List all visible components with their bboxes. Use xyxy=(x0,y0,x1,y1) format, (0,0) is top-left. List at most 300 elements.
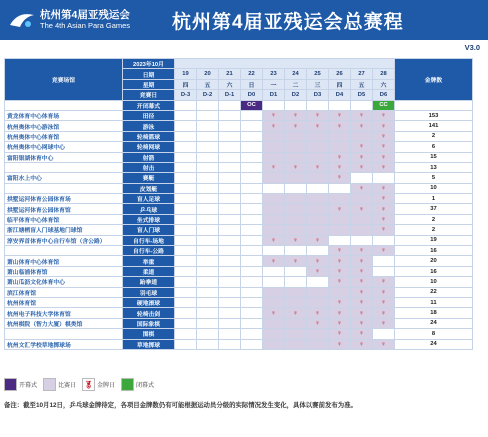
gold-medal-total: 153 xyxy=(395,110,473,120)
gold-medal-cell xyxy=(373,121,395,131)
date-cell: 19 xyxy=(175,69,197,79)
sport-name: 轮椅篮球 xyxy=(123,131,175,141)
medal-icon: ♀ xyxy=(380,247,387,255)
gold-medal-cell xyxy=(329,329,351,339)
venue-name xyxy=(5,329,123,339)
schedule-cell xyxy=(219,297,241,307)
schedule-cell xyxy=(197,100,219,110)
medal-icon: ♀ xyxy=(314,164,321,172)
schedule-cell xyxy=(373,329,395,339)
gold-medal-cell xyxy=(307,256,329,266)
medal-icon: ♀ xyxy=(314,236,321,244)
schedule-cell xyxy=(197,214,219,224)
medal-icon: ♀ xyxy=(292,257,299,265)
venue-name: 杭州文汇学校草地掷球场 xyxy=(5,339,123,349)
medal-icon: ♀ xyxy=(292,164,299,172)
schedule-cell xyxy=(307,183,329,193)
competition-cell xyxy=(285,318,307,328)
competition-cell xyxy=(285,194,307,204)
gold-medal-cell xyxy=(373,194,395,204)
competition-cell xyxy=(329,287,351,297)
day-cell: D0 xyxy=(241,90,263,100)
medal-icon: ♀ xyxy=(336,330,343,338)
table-row xyxy=(5,277,473,287)
schedule-cell xyxy=(307,246,329,256)
schedule-cell xyxy=(241,308,263,318)
day-cell: D-1 xyxy=(219,90,241,100)
competition-cell xyxy=(285,131,307,141)
schedule-cell xyxy=(175,183,197,193)
competition-cell xyxy=(307,329,329,339)
schedule-cell xyxy=(263,246,285,256)
date-cell: 26 xyxy=(329,69,351,79)
competition-cell xyxy=(285,142,307,152)
gold-medal-total: 11 xyxy=(395,297,473,307)
medal-icon: ♀ xyxy=(380,122,387,130)
medal-icon: ♀ xyxy=(336,278,343,286)
schedule-cell xyxy=(197,142,219,152)
gold-medal-cell xyxy=(285,110,307,120)
medal-icon: ♀ xyxy=(358,153,365,161)
legend-closing-swatch xyxy=(121,378,134,391)
medal-icon: ♀ xyxy=(292,309,299,317)
sport-name: 自行车-公路 xyxy=(123,246,175,256)
competition-cell xyxy=(329,142,351,152)
schedule-cell xyxy=(307,100,329,110)
venue-name xyxy=(5,162,123,172)
schedule-cell xyxy=(197,152,219,162)
table-row xyxy=(5,173,473,183)
schedule-cell xyxy=(197,183,219,193)
gold-medal-cell xyxy=(263,121,285,131)
schedule-cell xyxy=(197,308,219,318)
schedule-cell xyxy=(197,121,219,131)
schedule-cell xyxy=(175,297,197,307)
competition-cell xyxy=(285,339,307,349)
venue-name: 萧山临浦体育馆 xyxy=(5,266,123,276)
table-row xyxy=(5,266,473,276)
schedule-cell xyxy=(219,225,241,235)
gold-medal-cell xyxy=(351,318,373,328)
weekday-cell: 五 xyxy=(351,79,373,89)
competition-cell xyxy=(307,173,329,183)
venue-name: 萧山瓜沥文化体育中心 xyxy=(5,277,123,287)
weekday-cell: 六 xyxy=(373,79,395,89)
gold-medal-cell xyxy=(351,277,373,287)
schedule-cell xyxy=(219,318,241,328)
venue-name: 萧山体育中心体育馆 xyxy=(5,256,123,266)
venue-name: 杭州棋院（智力大厦）棋类馆 xyxy=(5,318,123,328)
schedule-cell xyxy=(219,142,241,152)
competition-cell xyxy=(351,225,373,235)
gold-medal-cell xyxy=(329,173,351,183)
medal-icon: ♀ xyxy=(336,174,343,182)
version-label: V3.0 xyxy=(464,43,480,52)
schedule-cell xyxy=(197,194,219,204)
schedule-cell xyxy=(241,162,263,172)
legend-gold-label: 金牌日 xyxy=(97,383,116,389)
schedule-table xyxy=(4,58,473,350)
medal-icon: ♀ xyxy=(380,195,387,203)
gold-medal-total: 5 xyxy=(395,173,473,183)
medal-icon: ♀ xyxy=(380,132,387,140)
gold-medal-cell xyxy=(373,142,395,152)
schedule-cell xyxy=(219,162,241,172)
sport-name: 乒乓球 xyxy=(123,204,175,214)
gold-medal-total: 24 xyxy=(395,339,473,349)
medal-icon: ♀ xyxy=(336,299,343,307)
competition-cell xyxy=(285,214,307,224)
sport-name: 柔道 xyxy=(123,266,175,276)
schedule-cell xyxy=(219,152,241,162)
logo-chinese: 杭州第4届亚残运会 xyxy=(40,9,130,22)
schedule-cell xyxy=(197,297,219,307)
medal-header: 金牌数 xyxy=(395,59,473,101)
competition-cell xyxy=(263,318,285,328)
logo-english: The 4th Asian Para Games xyxy=(40,20,131,30)
schedule-cell xyxy=(373,235,395,245)
schedule-cell xyxy=(241,297,263,307)
medal-icon: ♀ xyxy=(358,288,365,296)
gold-medal-total: 2 xyxy=(395,225,473,235)
gold-medal-total: 18 xyxy=(395,308,473,318)
competition-cell xyxy=(285,225,307,235)
gold-medal-cell xyxy=(263,235,285,245)
legend-closing xyxy=(121,378,154,391)
medal-icon: ♀ xyxy=(292,122,299,130)
schedule-cell xyxy=(307,277,329,287)
medal-icon: ♀ xyxy=(380,216,387,224)
schedule-cell xyxy=(219,110,241,120)
sport-name: 射箭 xyxy=(123,152,175,162)
gold-medal-cell xyxy=(307,121,329,131)
legend-competition-swatch xyxy=(43,378,56,391)
schedule-cell xyxy=(175,131,197,141)
medal-icon: ♀ xyxy=(358,319,365,327)
schedule-cell xyxy=(219,277,241,287)
schedule-cell xyxy=(175,110,197,120)
medal-icon: ♀ xyxy=(270,236,277,244)
schedule-cell xyxy=(197,339,219,349)
schedule-cell xyxy=(241,121,263,131)
sport-name: 赛艇 xyxy=(123,173,175,183)
date-cell: 27 xyxy=(351,69,373,79)
gold-medal-cell xyxy=(373,277,395,287)
schedule-cell xyxy=(197,235,219,245)
medal-icon: ♀ xyxy=(314,257,321,265)
sport-name: 举重 xyxy=(123,256,175,266)
competition-cell xyxy=(329,194,351,204)
medal-icon: ♀ xyxy=(314,319,321,327)
table-row xyxy=(5,204,473,214)
gold-medal-cell xyxy=(351,308,373,318)
schedule-cell xyxy=(351,173,373,183)
sport-name: 硬地滚球 xyxy=(123,297,175,307)
gold-medal-total: 19 xyxy=(395,235,473,245)
medal-icon: ♀ xyxy=(314,309,321,317)
schedule-cell xyxy=(175,100,197,110)
competition-cell xyxy=(307,194,329,204)
medal-icon: ♀ xyxy=(358,309,365,317)
venue-name: 淳安界首体育中心自行车馆（含公路） xyxy=(5,235,123,245)
schedule-cell xyxy=(197,110,219,120)
medal-icon: ♀ xyxy=(270,164,277,172)
schedule-cell xyxy=(329,235,351,245)
weekday-cell: 五 xyxy=(197,79,219,89)
sport-name: 射击 xyxy=(123,162,175,172)
gold-medal-cell xyxy=(263,110,285,120)
gold-medal-cell xyxy=(351,266,373,276)
schedule-cell xyxy=(175,194,197,204)
venue-name: 杭州奥体中心游泳馆 xyxy=(5,121,123,131)
gold-medal-cell xyxy=(263,256,285,266)
table-row xyxy=(5,142,473,152)
venue-name: 富阳银湖体育中心 xyxy=(5,152,123,162)
table-row xyxy=(5,329,473,339)
schedule-cell xyxy=(197,287,219,297)
games-emblem-icon xyxy=(8,9,36,31)
venue-name: 杭州奥体中心网球中心 xyxy=(5,142,123,152)
competition-cell xyxy=(263,297,285,307)
gold-medal-cell xyxy=(329,277,351,287)
schedule-cell xyxy=(175,246,197,256)
schedule-cell xyxy=(219,308,241,318)
competition-cell xyxy=(285,329,307,339)
medal-icon: ♀ xyxy=(314,268,321,275)
schedule-cell xyxy=(175,329,197,339)
legend-opening-swatch xyxy=(4,378,17,391)
competition-cell xyxy=(263,225,285,235)
table-row xyxy=(5,110,473,120)
schedule-cell xyxy=(241,131,263,141)
medal-icon: ♀ xyxy=(380,164,387,172)
schedule-cell xyxy=(197,162,219,172)
weekday-label: 星期 xyxy=(123,79,175,89)
medal-icon: ♀ xyxy=(358,205,365,213)
header-bar xyxy=(0,0,488,40)
schedule-cell xyxy=(241,287,263,297)
gold-medal-cell xyxy=(329,152,351,162)
venue-name: 滨江体育馆 xyxy=(5,287,123,297)
competition-cell xyxy=(307,131,329,141)
ceremony-label: 开闭幕式 xyxy=(123,100,175,110)
date-label: 日期 xyxy=(123,69,175,79)
schedule-cell xyxy=(219,266,241,276)
sport-name: 跆拳道 xyxy=(123,277,175,287)
weekday-cell: 日 xyxy=(241,79,263,89)
schedule-cell xyxy=(329,100,351,110)
table-row xyxy=(5,318,473,328)
schedule-cell xyxy=(351,100,373,110)
sport-name: 盲人门球 xyxy=(123,225,175,235)
schedule-cell xyxy=(241,266,263,276)
date-cell: 21 xyxy=(219,69,241,79)
day-cell: D2 xyxy=(285,90,307,100)
competition-cell xyxy=(351,194,373,204)
medal-icon: ♀ xyxy=(380,340,387,348)
ceremony-total xyxy=(395,100,473,110)
weekday-cell: 六 xyxy=(219,79,241,89)
gold-medal-cell xyxy=(351,287,373,297)
medal-icon: ♀ xyxy=(380,278,387,286)
venue-name: 杭州电子科技大学体育馆 xyxy=(5,308,123,318)
sport-name: 草地掷球 xyxy=(123,339,175,349)
competition-cell xyxy=(263,204,285,214)
sport-name: 皮划艇 xyxy=(123,183,175,193)
gold-medal-cell xyxy=(351,256,373,266)
medal-icon: ♀ xyxy=(358,143,365,151)
day-cell: D5 xyxy=(351,90,373,100)
date-cell: 23 xyxy=(263,69,285,79)
sport-name: 轮椅网球 xyxy=(123,142,175,152)
schedule-cell xyxy=(219,204,241,214)
schedule-cell xyxy=(263,100,285,110)
competition-cell xyxy=(263,131,285,141)
table-row xyxy=(5,152,473,162)
gold-medal-cell xyxy=(373,287,395,297)
day-cell: D4 xyxy=(329,90,351,100)
gold-medal-cell xyxy=(329,246,351,256)
schedule-cell xyxy=(219,339,241,349)
gold-medal-cell xyxy=(373,162,395,172)
gold-medal-cell xyxy=(285,235,307,245)
competition-cell xyxy=(307,225,329,235)
medal-icon: ♀ xyxy=(380,153,387,161)
schedule-cell xyxy=(241,110,263,120)
venue-header: 竞赛场馆 xyxy=(5,59,123,101)
legend-gold xyxy=(82,378,115,391)
gold-medal-cell xyxy=(329,266,351,276)
schedule-cell xyxy=(175,235,197,245)
venue-name xyxy=(5,246,123,256)
competition-cell xyxy=(307,297,329,307)
competition-cell xyxy=(285,173,307,183)
competition-cell xyxy=(263,142,285,152)
gold-medal-cell xyxy=(351,339,373,349)
medal-icon: ♀ xyxy=(380,288,387,296)
venue-name: 临平体育中心体育馆 xyxy=(5,214,123,224)
gold-medal-cell xyxy=(373,246,395,256)
gold-medal-cell xyxy=(351,142,373,152)
venue-name: 拱墅运河体育公园体育场 xyxy=(5,194,123,204)
day-cell: D6 xyxy=(373,90,395,100)
gold-medal-cell xyxy=(329,339,351,349)
schedule-cell xyxy=(197,225,219,235)
gold-medal-cell xyxy=(351,183,373,193)
schedule-cell xyxy=(263,183,285,193)
medal-icon: ♀ xyxy=(380,299,387,307)
month-span xyxy=(175,59,395,69)
table-row xyxy=(5,131,473,141)
venue-name: 浙江塘栖盲人门球基地门球馆 xyxy=(5,225,123,235)
day-cell: D1 xyxy=(263,90,285,100)
medal-icon: ♀ xyxy=(358,278,365,286)
competition-cell xyxy=(263,329,285,339)
day-cell: D3 xyxy=(307,90,329,100)
medal-icon: ♀ xyxy=(270,112,277,120)
schedule-cell xyxy=(197,266,219,276)
schedule-cell xyxy=(241,194,263,204)
opening-ceremony-cell: OC xyxy=(241,100,263,110)
gold-medal-total: 24 xyxy=(395,318,473,328)
day-cell: D-3 xyxy=(175,90,197,100)
gold-medal-cell xyxy=(351,204,373,214)
table-row xyxy=(5,297,473,307)
schedule-cell xyxy=(241,339,263,349)
schedule-cell xyxy=(219,329,241,339)
gold-medal-cell xyxy=(373,131,395,141)
competition-cell xyxy=(351,131,373,141)
schedule-cell xyxy=(329,183,351,193)
day-label: 竞赛日 xyxy=(123,90,175,100)
medal-icon: ♀ xyxy=(358,340,365,348)
legend xyxy=(4,378,160,391)
schedule-cell xyxy=(263,266,285,276)
weekday-cell: 一 xyxy=(263,79,285,89)
schedule-cell xyxy=(285,100,307,110)
schedule-cell xyxy=(175,266,197,276)
medal-icon: ♀ xyxy=(292,112,299,120)
schedule-cell xyxy=(241,329,263,339)
schedule-cell xyxy=(241,225,263,235)
schedule-cell xyxy=(241,246,263,256)
schedule-cell xyxy=(175,204,197,214)
venue-name: 拱墅运河体育公园体育馆 xyxy=(5,204,123,214)
medal-icon: ♀ xyxy=(270,309,277,317)
gold-medal-cell xyxy=(373,110,395,120)
gold-medal-cell xyxy=(373,152,395,162)
gold-medal-cell xyxy=(373,183,395,193)
competition-cell xyxy=(263,173,285,183)
schedule-cell xyxy=(241,204,263,214)
medal-icon: ♀ xyxy=(336,205,343,213)
gold-medal-total: 22 xyxy=(395,287,473,297)
medal-icon: ♀ xyxy=(380,184,387,192)
ceremony-venue xyxy=(5,100,123,110)
competition-cell xyxy=(307,204,329,214)
gold-medal-cell xyxy=(373,308,395,318)
schedule-cell xyxy=(197,204,219,214)
schedule-cell xyxy=(175,318,197,328)
gold-medal-cell xyxy=(351,329,373,339)
month-label: 2023年10月 xyxy=(123,59,175,69)
gold-medal-total: 8 xyxy=(395,329,473,339)
table-row xyxy=(5,287,473,297)
day-cell: D-2 xyxy=(197,90,219,100)
schedule-cell xyxy=(175,287,197,297)
gold-medal-cell xyxy=(329,297,351,307)
competition-cell xyxy=(307,287,329,297)
sport-name: 国际象棋 xyxy=(123,318,175,328)
page-title: 杭州第4届亚残运会总赛程 xyxy=(172,11,404,33)
table-row xyxy=(5,183,473,193)
legend-opening xyxy=(4,378,37,391)
schedule-cell xyxy=(241,214,263,224)
closing-ceremony-cell: CC xyxy=(373,100,395,110)
medal-icon: ♀ xyxy=(270,122,277,130)
schedule-cell xyxy=(219,131,241,141)
gold-medal-cell xyxy=(351,162,373,172)
medal-icon: ♀ xyxy=(270,257,277,265)
schedule-cell xyxy=(241,142,263,152)
schedule-cell xyxy=(175,339,197,349)
schedule-cell xyxy=(197,173,219,183)
gold-medal-cell xyxy=(263,162,285,172)
medal-icon: ♀ xyxy=(336,319,343,327)
schedule-cell xyxy=(351,235,373,245)
competition-cell xyxy=(351,214,373,224)
schedule-cell xyxy=(373,256,395,266)
